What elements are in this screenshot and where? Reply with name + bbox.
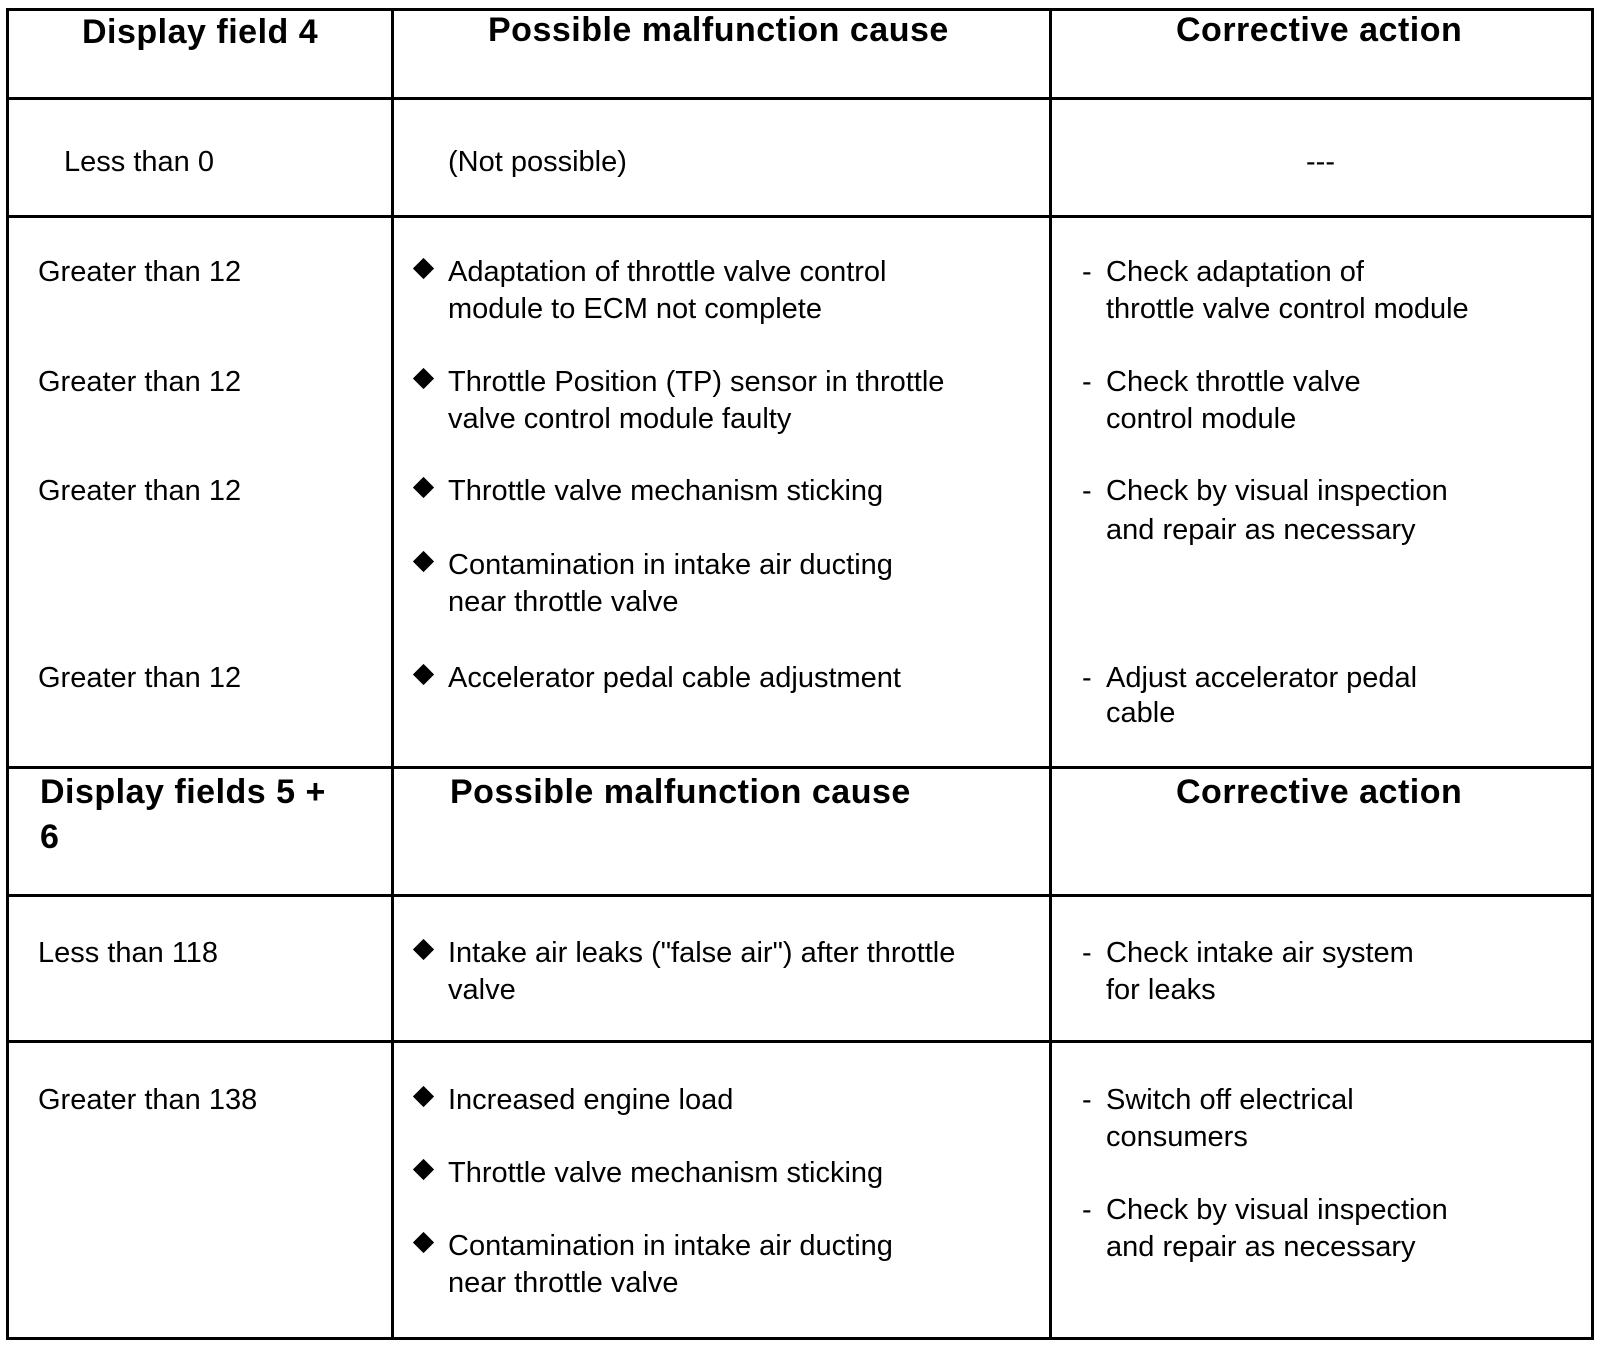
dash-bullet: - (1082, 475, 1092, 507)
row-divider (6, 766, 1594, 769)
header-display-field-4: Display field 4 (82, 13, 319, 51)
corrective-action-line: Check adaptation of (1106, 256, 1364, 288)
corrective-action-line: consumers (1106, 1121, 1248, 1153)
malfunction-cause-line: Accelerator pedal cable adjustment (448, 662, 901, 694)
dash-bullet: - (1082, 662, 1092, 694)
malfunction-cause-line: Contamination in intake air ducting (448, 549, 893, 581)
corrective-action-line: Check by visual inspection (1106, 1194, 1448, 1226)
header-corrective-action: Corrective action (1176, 11, 1463, 49)
display-value: Greater than 12 (38, 662, 242, 694)
corrective-action-line: for leaks (1106, 974, 1216, 1006)
dash-bullet: - (1082, 1194, 1092, 1226)
malfunction-cause-line: near throttle valve (448, 1267, 679, 1299)
corrective-action-line: cable (1106, 697, 1176, 729)
row-divider (6, 97, 1594, 100)
display-value: Less than 0 (64, 146, 214, 178)
dash-bullet: - (1082, 366, 1092, 398)
row-divider (6, 215, 1594, 218)
malfunction-cause-line: Throttle valve mechanism sticking (448, 1157, 884, 1189)
malfunction-cause-line: near throttle valve (448, 586, 679, 618)
malfunction-cause-line: valve (448, 974, 516, 1006)
malfunction-cause-line: valve control module faulty (448, 403, 792, 435)
corrective-action-line: Check throttle valve (1106, 366, 1361, 398)
display-value: Greater than 12 (38, 256, 242, 288)
malfunction-cause-line: Contamination in intake air ducting (448, 1230, 893, 1262)
column-divider-1 (391, 8, 394, 1340)
corrective-action-line: throttle valve control module (1106, 293, 1469, 325)
corrective-action-line: Adjust accelerator pedal (1106, 662, 1418, 694)
corrective-action-line: Switch off electrical (1106, 1084, 1354, 1116)
malfunction-cause-line: Intake air leaks ("false air") after throttle (448, 937, 956, 969)
dash-bullet: - (1082, 256, 1092, 288)
malfunction-cause-line: Increased engine load (448, 1084, 734, 1116)
display-value: Greater than 138 (38, 1084, 258, 1116)
corrective-action: --- (1306, 146, 1335, 178)
display-value: Greater than 12 (38, 366, 242, 398)
header-display-fields-5-6: Display fields 5 + 6 (40, 773, 326, 856)
corrective-action-line: Check intake air system (1106, 937, 1414, 969)
malfunction-cause-line: Throttle valve mechanism sticking (448, 475, 884, 507)
row-divider (6, 1040, 1594, 1043)
header-possible-cause: Possible malfunction cause (450, 773, 911, 811)
malfunction-cause-line: Throttle Position (TP) sensor in throttle (448, 366, 945, 398)
malfunction-cause-line: Adaptation of throttle valve control (448, 256, 887, 288)
dash-bullet: - (1082, 937, 1092, 969)
header-corrective-action: Corrective action (1176, 773, 1463, 811)
dash-bullet: - (1082, 1084, 1092, 1116)
corrective-action-line: and repair as necessary (1106, 514, 1416, 546)
corrective-action-line: Check by visual inspection (1106, 475, 1448, 507)
corrective-action-line: control module (1106, 403, 1297, 435)
column-divider-2 (1049, 8, 1052, 1340)
corrective-action-line: and repair as necessary (1106, 1231, 1416, 1263)
display-value: Greater than 12 (38, 475, 242, 507)
row-divider (6, 894, 1594, 897)
malfunction-cause: (Not possible) (448, 146, 627, 178)
malfunction-cause-line: module to ECM not complete (448, 293, 822, 325)
display-value: Less than 118 (38, 937, 219, 969)
header-possible-cause: Possible malfunction cause (488, 11, 949, 49)
